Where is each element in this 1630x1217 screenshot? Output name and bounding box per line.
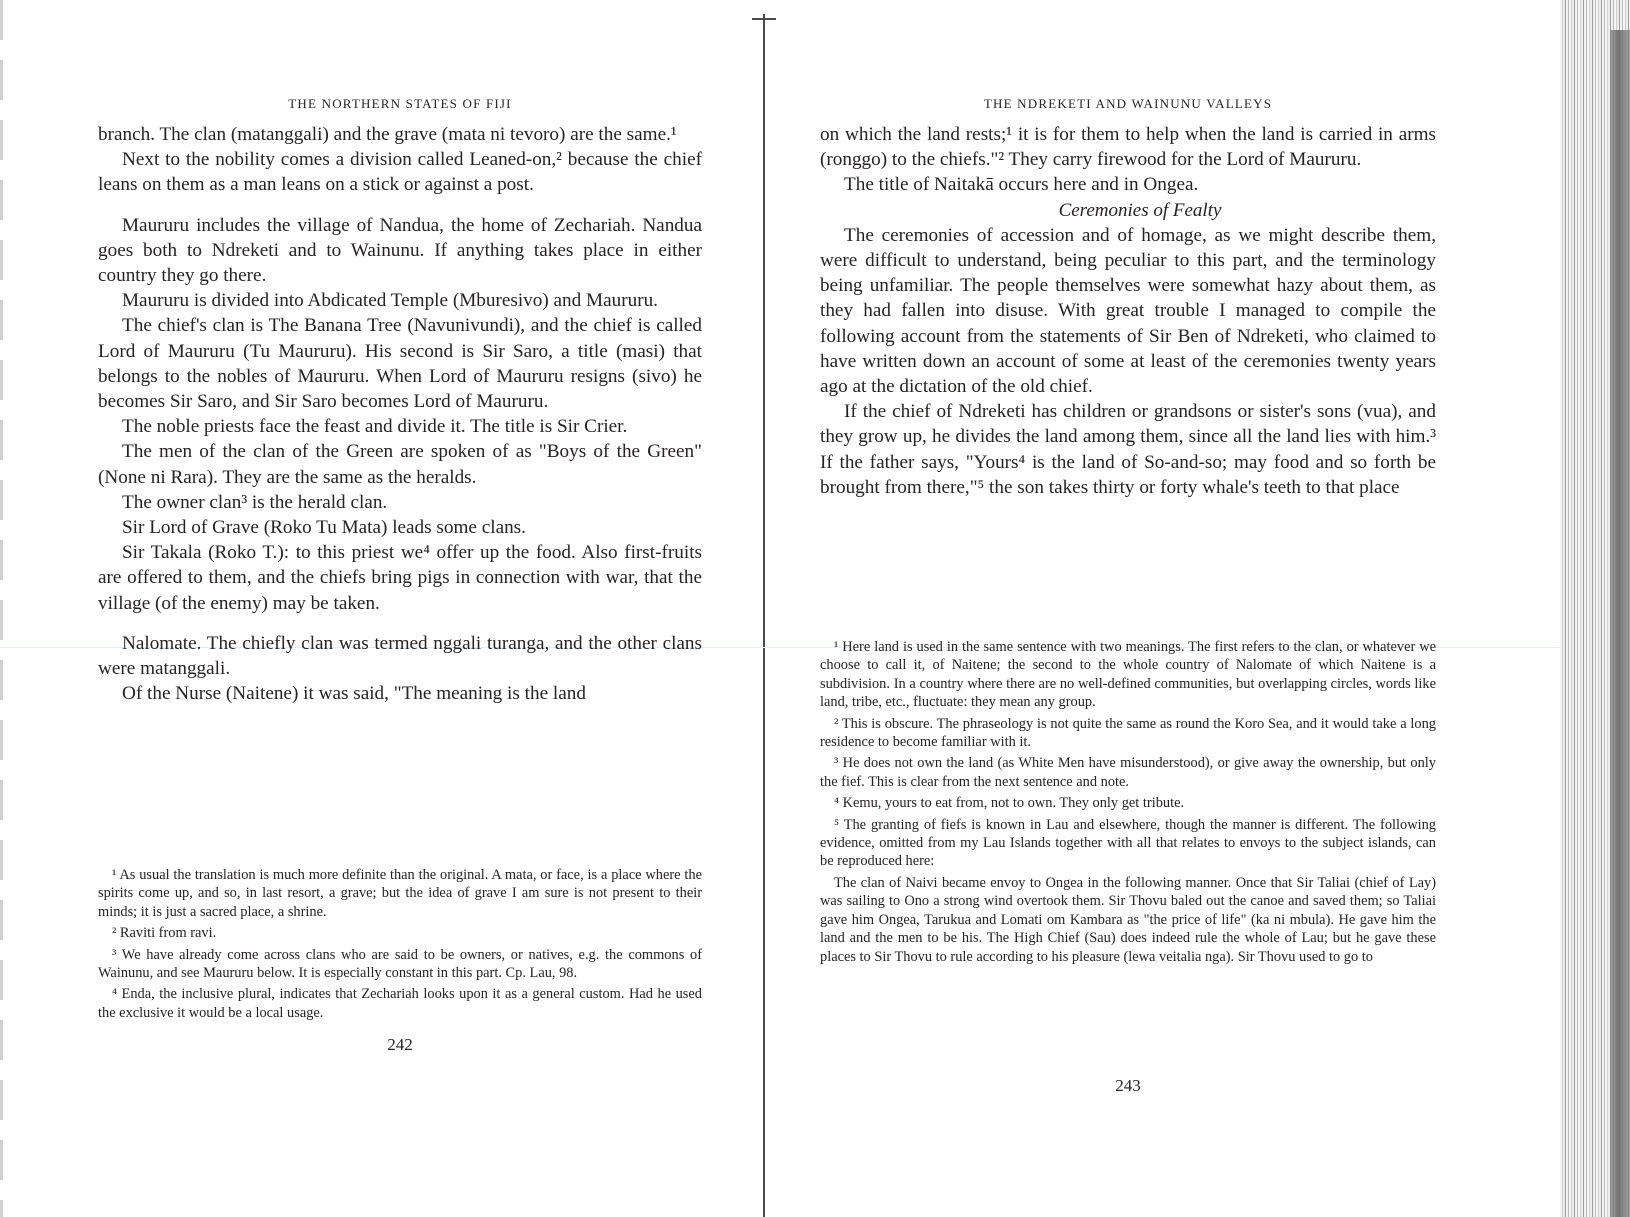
paragraph: Sir Takala (Roko T.): to this priest we⁴ offer up the food. Also first-fruits are offered to them, and the chiefs bring pigs in connection with war, that the village (of the enemy) may be taken. [98, 542, 702, 614]
paragraph: The ceremonies of accession and of homage, as we might describe them, were difficult to understand, being peculiar to this part, and the terminology being unfamiliar. The people themselves were somewhat hazy about them, as they had fallen into disuse. With great trouble I managed to compile the following account from the statements of Sir Ben of Ndreketi, who claimed to have written down an account of some at least of the ceremonies twenty years ago at the dictation of the old chief. [820, 224, 1436, 398]
left-body-text [98, 122, 702, 706]
footnote: ⁴ Kemu, yours to eat from, not to own. They only get tribute. [834, 795, 1185, 812]
paragraph: Next to the nobility comes a division called Leaned-on,² because the chief leans on them as a man leans on a stick or against a post. [98, 149, 702, 196]
footnote: ¹ As usual the translation is much more definite than the original. A mata, or face, is a place where the spirits come up, and so, in last resort, a grave; but the idea of grave I am sure is not present to their minds; it is just a sacred place, a shrine. [98, 867, 702, 920]
paragraph: branch. The clan (matanggali) and the grave (mata ni tevoro) are the same.¹ [98, 124, 677, 145]
footnote: ³ He does not own the land (as White Men have misunderstood), or give away the ownership, but only the fief. This is clear from the next sentence and note. [820, 755, 1436, 790]
paragraph: Of the Nurse (Naitene) it was said, "The meaning is the land [122, 683, 586, 705]
footnote: ⁴ Enda, the inclusive plural, indicates that Zechariah looks upon it as a general custom. Had he used the exclusive it would be a local usage. [98, 986, 702, 1021]
paragraph: The men of the clan of the Green are spoken of as "Boys of the Green" (None ni Rara). They are the same as the heralds. [98, 441, 702, 488]
paragraph: The noble priests face the feast and divide it. The title is Sir Crier. [122, 416, 628, 438]
page-number-right: 243 [1115, 1076, 1141, 1095]
paragraph: Sir Lord of Grave (Roko Tu Mata) leads some clans. [122, 517, 526, 539]
footnote: ² This is obscure. The phraseology is not quite the same as round the Koro Sea, and it would take a long residence to become familiar with it. [820, 715, 1436, 751]
right-footnotes [820, 638, 1436, 969]
footnote: The clan of Naivi became envoy to Ongea in the following manner. Once that Sir Taliai (chief of Lay) was sailing to Ono a strong wind overtook them. Sir Thovu baled out the canoe and saved them; so Taliai gave him Ongea, Tarukua and Lomati om Kambara as "the price of life" (ka ni mbula). He gave him the land and the men to be his. The High Chief (Sau) does indeed rule the whole of Lau; but he gave these places to Sir Thovu to rule according to his pleasure (lewa veitalia nga). Sir Thovu used to go to [820, 874, 1436, 965]
paragraph: If the chief of Ndreketi has children or grandsons or sister's sons (vua), and they grow up, he divides the land among them, since all the land lies with him.³ If the father says, "Yours⁴ is the land of So-and-so; may food and so forth be brought from there,"⁵ the son takes thirty or forty whale's teeth to that place [820, 401, 1436, 498]
footnote: ² Raviti from ravi. [112, 925, 217, 942]
footnote: ¹ Here land is used in the same sentence with two meanings. The first refers to the clan, or whatever we choose to call it, of Naitene; the second to the whole country of Nalomate of which Naitene is a subdivision. In a country where there are no well-defined communities, but overlapping circles, words like land, tribe, etc., fluctuate: they mean any group. [820, 639, 1436, 711]
book-gutter [763, 14, 765, 1217]
section-heading: Ceremonies of Fealty [1058, 199, 1222, 221]
paragraph: The chief's clan is The Banana Tree (Navunivundi), and the chief is called Lord of Maururu (Tu Maururu). His second is Sir Saro, a title (masi) that belongs to the nobles of Maururu. When Lord of Maururu resigns (sivo) he becomes Sir Saro, and Sir Saro becomes Lord of Maururu. [98, 315, 702, 413]
running-head-right: THE NDREKETI AND WAINUNU VALLEYS [983, 96, 1273, 111]
paragraph: on which the land rests;¹ it is for them to help when the land is carried in arms (ronggo) to the chiefs."² They carry firewood for the Lord of Maururu. [820, 124, 1436, 171]
paragraph: Maururu is divided into Abdicated Temple (Mburesivo) and Maururu. [122, 290, 658, 312]
running-head-left: THE NORTHERN STATES OF FIJI [288, 96, 512, 111]
page-number-left: 242 [387, 1035, 413, 1054]
left-footnotes [98, 866, 702, 1025]
footnote: ⁵ The granting of fiefs is known in Lau and elsewhere, though the manner is different. The following evidence, omitted from my Lau Islands together with all that relates to envoys to the subject islands, can be reproduced here: [820, 816, 1436, 870]
paragraph: Maururu includes the village of Nandua, the home of Zechariah. Nandua goes both to Ndreketi and to Wainunu. If anything takes place in either country they go there. [98, 214, 702, 287]
footnote: ³ We have already come across clans who are said to be owners, or natives, e.g. the commons of Wainunu, and see Maururu below. It is especially constant in this part. Cp. Lau, 98. [98, 946, 702, 982]
book-edge-shadow [1610, 30, 1630, 1217]
right-body-text [820, 122, 1436, 500]
gutter-mark [752, 18, 776, 20]
paragraph: Nalomate. The chiefly clan was termed nggali turanga, and the other clans were matanggali. [98, 632, 702, 680]
left-page-edge [0, 0, 3, 1217]
paragraph: The title of Naitakā occurs here and in Ongea. [844, 174, 1199, 196]
paragraph: The owner clan³ is the herald clan. [122, 491, 388, 513]
